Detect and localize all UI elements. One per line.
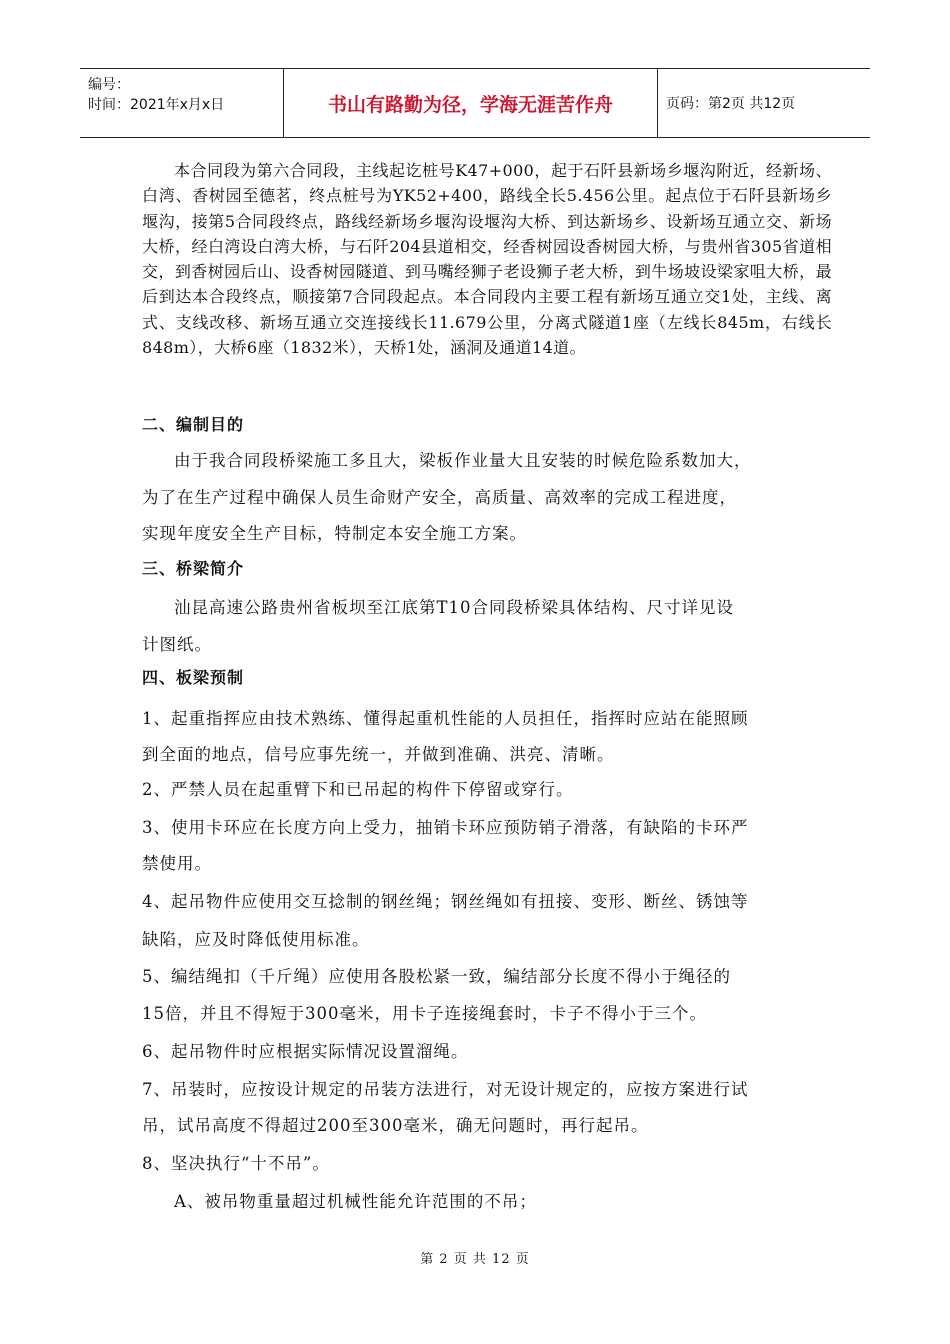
header-motto: 书山有路勤为径，学海无涯苦作舟	[284, 69, 658, 137]
body-text-line: 8、坚决执行“十不吊”。	[142, 1154, 330, 1173]
body-text-line: 缺陷，应及时降低使用标准。	[142, 930, 370, 949]
body-text-line: 5、编结绳扣（千斤绳）应使用各股松紧一致，编结部分长度不得小于绳径的	[142, 967, 731, 986]
body-text-line: 15倍，并且不得短于300毫米，用卡子连接绳套时，卡子不得小于三个。	[142, 1004, 707, 1023]
intro-paragraph: 本合同段为第六合同段，主线起讫桩号K47+000，起于石阡县新场乡堰沟附近，经新场、白湾、香树园至德茗，终点桩号为YK52+400，路线全长5.456公里。起点位于石阡县新场乡堰沟，接第5合同段终点，路线经新场乡堰沟设堰沟大桥、到达新场乡、设新场互通立交、新场大桥，经白湾设白湾大桥，与石阡204县道相交，经香树园设香树园大桥，与贵州省305省道相交，到香树园后山、设香树园隧道、到马嘴经狮子老设狮子老大桥，到牛场坡设梁家咀大桥，最后到达本合段终点，顺接第7合同段起点。本合同段内主要工程有新场互通立交1处，主线、离式、支线改移、新场互通立交连接线长11.679公里，分离式隧道1座（左线长845m，右线长848m），大桥6座（1832米），天桥1处，涵洞及通道14道。	[142, 161, 832, 358]
body-text-line: A、被吊物重量超过机械性能允许范围的不吊；	[174, 1192, 537, 1211]
section-heading: 三、桥梁简介	[142, 559, 245, 578]
body-text-line: 吊，试吊高度不得超过200至300毫米，确无问题时，再行起吊。	[142, 1116, 649, 1135]
doc-date-label: 时间：2021年x月x日	[88, 97, 225, 113]
header-meta	[80, 69, 284, 137]
header-page-label: 页码：第2页 共12页	[666, 96, 796, 112]
body-text-line: 7、吊装时，应按设计规定的吊装方法进行，对无设计规定的，应按方案进行试	[142, 1080, 749, 1099]
body-text-line: 由于我合同段桥梁施工多且大，梁板作业量大且安装的时候危险系数加大，	[174, 451, 752, 470]
body-text-line: 6、起吊物件时应根据实际情况设置溜绳。	[142, 1042, 469, 1061]
body-text-line: 汕昆高速公路贵州省板坝至江底第T10合同段桥梁具体结构、尺寸详见设	[174, 598, 735, 617]
body-text-line: 实现年度安全生产目标，特制定本安全施工方案。	[142, 524, 527, 543]
body-text-line: 计图纸。	[142, 635, 212, 654]
body-text-line: 禁使用。	[142, 854, 212, 873]
body-text-line: 到全面的地点，信号应事先统一，并做到准确、洪亮、清晰。	[142, 745, 615, 764]
body-text-line: 4、起吊物件应使用交互捻制的钢丝绳；钢丝绳如有扭接、变形、断丝、锈蚀等	[142, 892, 749, 911]
body-text-line: 为了在生产过程中确保人员生命财产安全，高质量、高效率的完成工程进度，	[142, 488, 737, 507]
section-heading: 二、编制目的	[142, 415, 245, 434]
doc-number-label: 编号：	[88, 77, 130, 93]
body-text-line: 1、起重指挥应由技术熟练、懂得起重机性能的人员担任，指挥时应站在能照顾	[142, 709, 749, 728]
body-text-line: 3、使用卡环应在长度方向上受力，抽销卡环应预防销子滑落，有缺陷的卡环严	[142, 818, 749, 837]
section-heading: 四、板梁预制	[142, 668, 245, 687]
page-footer: 第 2 页 共 12 页	[420, 1252, 530, 1267]
page-header	[80, 68, 870, 138]
body-text-line: 2、严禁人员在起重臂下和已吊起的构件下停留或穿行。	[142, 780, 574, 799]
